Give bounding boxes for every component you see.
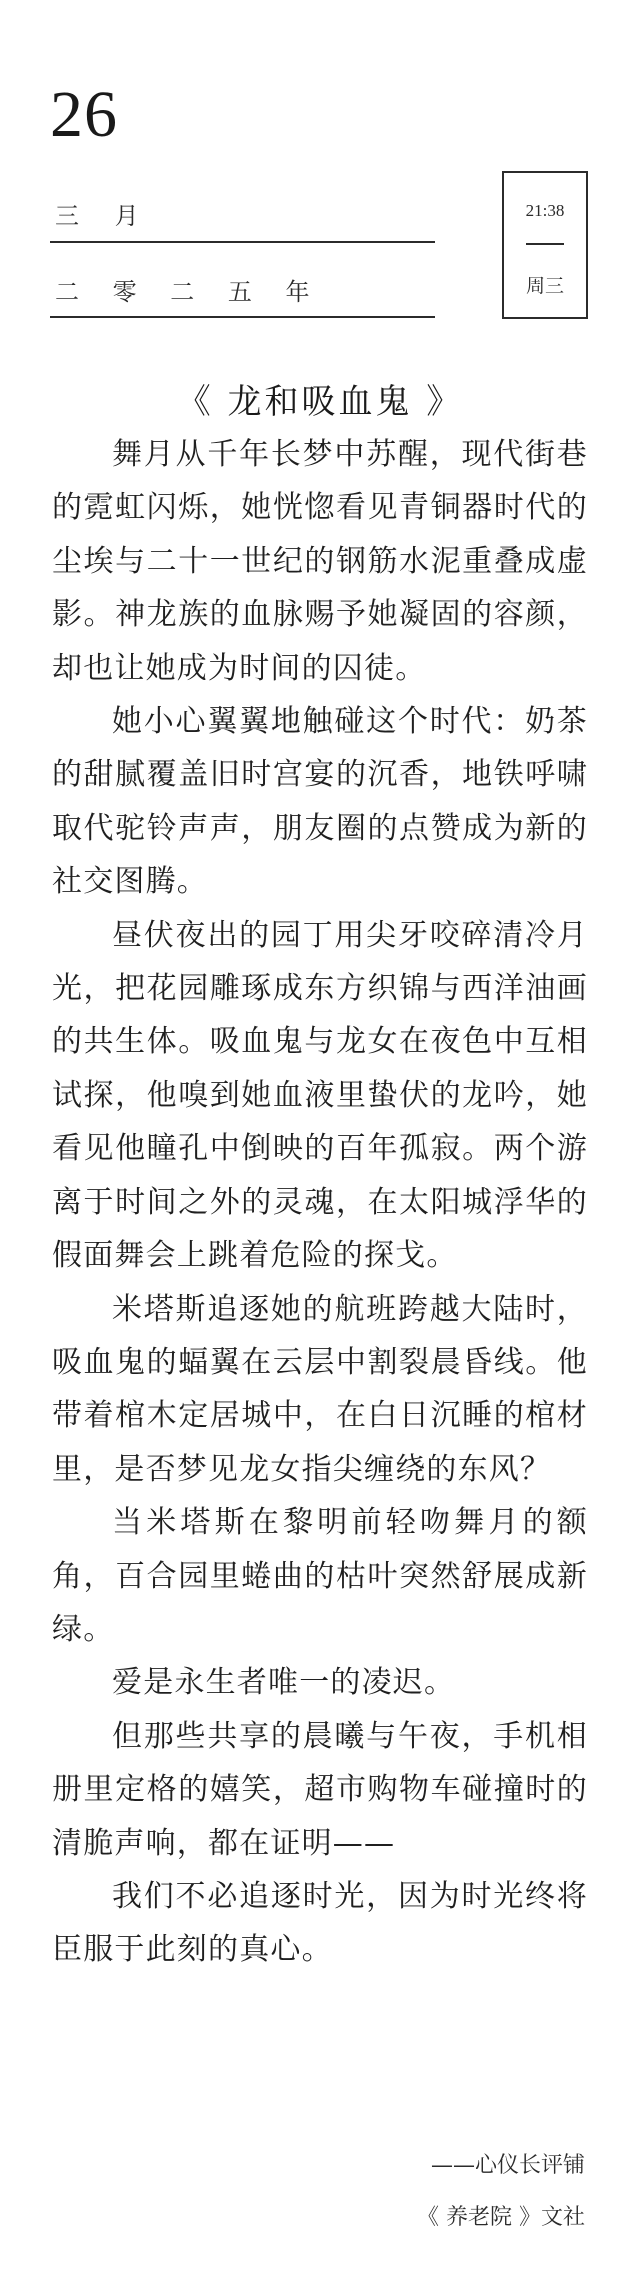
paragraph: 舞月从千年长梦中苏醒，现代街巷的霓虹闪烁，她恍惚看见青铜器时代的尘埃与二十一世纪的钢筋水泥重叠成虚影。神龙族的血脉赐予她凝固的容颜，却也让她成为时间的囚徒。 [52, 437, 588, 686]
paragraph: 她小心翼翼地触碰这个时代：奶茶的甜腻覆盖旧时宫宴的沉香，地铁呼啸取代驼铃声声，朋友圈的点赞成为新的社交图腾。 [52, 704, 588, 900]
article-signature: ——心仪长评铺 [430, 2153, 585, 2178]
paragraph: 当米塔斯在黎明前轻吻舞月的额角，百合园里蜷曲的枯叶突然舒展成新绿。 [52, 1505, 588, 1647]
header-day: 26 [50, 78, 118, 151]
header-divider-bottom [50, 316, 435, 318]
time-label: 21:38 [525, 201, 565, 220]
time-box [502, 171, 588, 319]
header-month: 三 月 [55, 202, 153, 230]
header-divider-top [50, 241, 435, 243]
paragraph: 米塔斯追逐她的航班跨越大陆时，吸血鬼的蝠翼在云层中割裂晨昏线。他带着棺木定居城中，在白日沉睡的棺材里，是否梦见龙女指尖缠绕的东风？ [52, 1291, 588, 1487]
paragraph: 但那些共享的晨曦与午夜，手机相册里定格的嬉笑，超市购物车碰撞时的清脆声响，都在证明—— [52, 1718, 588, 1861]
header-year: 二 零 二 五 年 [55, 278, 323, 306]
article-title: 《 龙和吸血鬼 》 [176, 382, 464, 422]
paragraph: 爱是永生者唯一的凌迟。 [112, 1665, 456, 1701]
article-body [52, 428, 588, 1977]
weekday-label: 周三 [525, 275, 564, 297]
paragraph: 昼伏夜出的园丁用尖牙咬碎清冷月光，把花园雕琢成东方织锦与西洋油画的共生体。吸血鬼与龙女在夜色中互相试探，他嗅到她血液里蛰伏的龙吟，她看见他瞳孔中倒映的百年孤寂。两个游离于时间之外的灵魂，在太阳城浮华的假面舞会上跳着危险的探戈。 [52, 917, 588, 1274]
article-publisher: 《 养老院 》文社 [417, 2205, 585, 2230]
time-separator [526, 243, 564, 245]
paragraph: 我们不必追逐时光，因为时光终将臣服于此刻的真心。 [52, 1878, 588, 1968]
